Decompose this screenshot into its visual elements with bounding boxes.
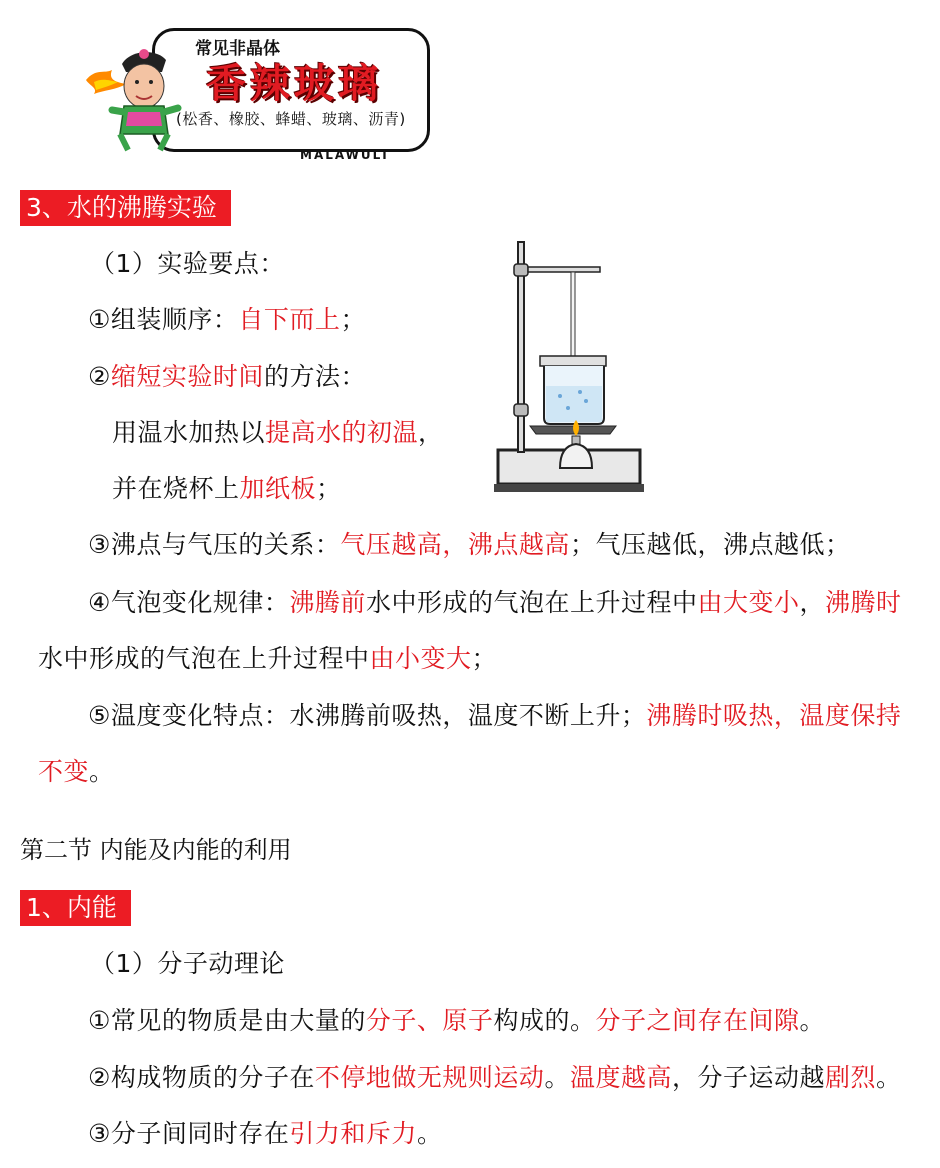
banner-top-text: 常见非晶体	[195, 39, 280, 59]
section-tag-boiling: 3、水的沸腾实验	[20, 190, 231, 226]
banner-title: 香辣玻璃	[206, 61, 382, 107]
section-heading: 第二节 内能及内能的利用	[20, 836, 292, 864]
item-molecular-forces: ③分子间同时存在引力和斥力。	[88, 1119, 443, 1148]
item-molecules-composition: ①常见的物质是由大量的分子、原子构成的。分子之间存在间隙。	[88, 1006, 825, 1035]
item-shorten-time-line1: 用温水加热以提高水的初温，	[112, 418, 444, 447]
section-tag-internal-energy: 1、内能	[20, 890, 131, 926]
item-shorten-time: ②缩短实验时间的方法：	[88, 362, 366, 391]
item-assembly-order: ①组装顺序：自下而上；	[88, 305, 366, 334]
item-boiling-point-pressure: ③沸点与气压的关系：气压越高，沸点越高；气压越低，沸点越低；	[88, 530, 851, 559]
item-temperature-line2: 不变。	[38, 757, 115, 786]
item-temperature-line1: ⑤温度变化特点：水沸腾前吸热，温度不断上升；沸腾时吸热，温度保持	[88, 701, 902, 730]
banner-subtitle: (松香、橡胶、蜂蜡、玻璃、沥青)	[176, 110, 406, 128]
cartoon-character-illustration	[82, 46, 192, 154]
item-molecular-motion: ②构成物质的分子在不停地做无规则运动。温度越高，分子运动越剧烈。	[88, 1063, 902, 1092]
banner-brand: MALAWULI	[300, 148, 389, 162]
item-shorten-time-line2: 并在烧杯上加纸板；	[112, 474, 342, 503]
item-bubble-rule-line1: ④气泡变化规律：沸腾前水中形成的气泡在上升过程中由大变小，沸腾时	[88, 588, 902, 617]
subheading-molecular-theory: （1）分子动理论	[90, 949, 285, 978]
item-bubble-rule-line2: 水中形成的气泡在上升过程中由小变大；	[38, 644, 498, 673]
subheading-key-points: （1）实验要点：	[90, 249, 285, 278]
boiling-apparatus-illustration	[490, 236, 650, 500]
